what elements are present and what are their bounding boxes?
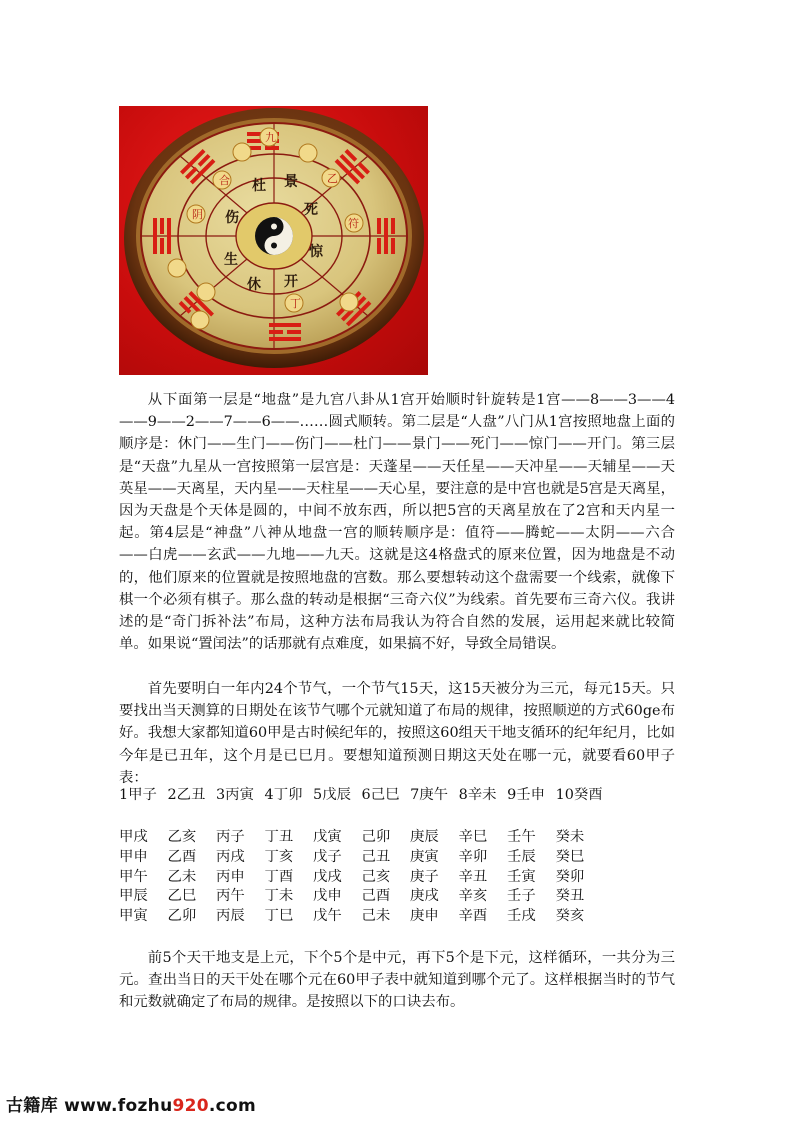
paragraph-text: 首先要明白一年内24个节气，一个节气15天，这15天被分为三元，每元15天。只要找出当天测算的日期处在该节气哪个元就知道了布局的规律，按照顺逆的方式60ge布好。我想大家都知道60甲是古时候纪年的，按照这60组天干地支循环的纪年纪月，比如今年是已丑年，这个月是已巳月。要想知道预测日期这天处在哪一元，就要看60甲子表： <box>119 681 675 786</box>
table-cell: 庚辰 <box>410 829 439 845</box>
table-cell: 乙亥 <box>167 829 197 845</box>
table-cell: 己亥 <box>361 868 391 885</box>
paragraph-board-layers <box>119 389 675 655</box>
svg-text:符: 符 <box>348 217 359 230</box>
table-cell: 庚寅 <box>410 848 439 865</box>
svg-text:开: 开 <box>284 274 298 290</box>
table-cell: 丙午 <box>216 888 245 905</box>
table-cell: 丁巳 <box>264 908 294 925</box>
table-cell: 壬午 <box>507 829 536 845</box>
table-row <box>119 887 604 907</box>
paragraph-text: 前5个天干地支是上元，下个5个是中元，再下5个是下元，这样循环，一共分为三元。查出当日的天干处在哪个元在60甲子表中就知道到哪个元了。这样根据当时的节气和元数就确定了布局的规律。是按照以下的口诀去布。 <box>119 950 675 1011</box>
table-row <box>119 907 604 927</box>
svg-text:惊: 惊 <box>309 244 323 260</box>
table-cell: 乙未 <box>167 868 197 885</box>
table-row <box>119 868 604 888</box>
table-cell: 辛酉 <box>458 908 488 925</box>
table-cell: 庚戌 <box>410 888 439 905</box>
table-cell: 戊寅 <box>313 829 342 845</box>
table-cell: 己未 <box>361 908 391 925</box>
svg-text:杜: 杜 <box>252 178 266 194</box>
table-cell: 丁亥 <box>264 848 294 865</box>
table-cell: 壬子 <box>507 888 536 905</box>
table-cell: 癸卯 <box>555 868 585 885</box>
svg-text:合: 合 <box>219 174 230 187</box>
table-cell: 辛巳 <box>458 829 488 845</box>
paragraph-yuan-cycle <box>119 947 675 1014</box>
table-cell: 戊戌 <box>313 868 342 885</box>
svg-text:伤: 伤 <box>225 210 239 226</box>
table-cell: 辛卯 <box>458 848 488 865</box>
table-cell: 甲午 <box>119 868 148 885</box>
table-cell: 癸亥 <box>555 908 585 925</box>
table-cell: 辛亥 <box>458 888 488 905</box>
watermark-url-number: 920 <box>172 1096 209 1116</box>
table-cell: 庚子 <box>410 868 439 885</box>
table-cell: 戊申 <box>313 888 342 905</box>
table-cell: 乙酉 <box>167 848 197 865</box>
table-cell: 壬辰 <box>507 848 536 865</box>
table-cell: 戊午 <box>313 908 342 925</box>
table-cell: 丁未 <box>264 888 294 905</box>
paragraph-solar-terms <box>119 678 675 789</box>
table-row <box>119 828 604 848</box>
table-cell: 丙申 <box>216 868 245 885</box>
table-cell: 己酉 <box>361 888 391 905</box>
qimen-board-photo <box>119 106 428 375</box>
table-cell: 乙巳 <box>167 888 197 905</box>
table-cell: 丙子 <box>216 829 245 845</box>
table-cell: 丙辰 <box>216 908 245 925</box>
jiazi-table <box>119 828 604 927</box>
table-cell: 乙卯 <box>167 908 197 925</box>
svg-text:阴: 阴 <box>192 208 203 221</box>
svg-text:休: 休 <box>247 277 261 293</box>
table-cell: 丁丑 <box>264 829 294 845</box>
table-cell: 己卯 <box>361 829 391 845</box>
table-cell: 甲寅 <box>119 908 148 925</box>
watermark-url-prefix: www.fozhu <box>64 1096 173 1116</box>
table-cell: 癸未 <box>555 829 585 845</box>
table-cell: 甲戌 <box>119 829 148 845</box>
qimen-board-illustration <box>119 106 428 375</box>
table-cell: 丙戌 <box>216 848 245 865</box>
table-cell: 癸丑 <box>555 888 585 905</box>
site-watermark <box>6 1091 256 1116</box>
watermark-brand: 古籍库 <box>6 1096 58 1116</box>
svg-text:丁: 丁 <box>290 297 301 310</box>
table-cell: 癸巳 <box>555 848 585 865</box>
svg-text:景: 景 <box>284 174 298 190</box>
table-cell: 甲申 <box>119 848 148 865</box>
watermark-url-suffix: .com <box>208 1096 257 1116</box>
svg-text:乙: 乙 <box>327 172 338 185</box>
svg-text:生: 生 <box>224 252 238 268</box>
table-cell: 己丑 <box>361 848 391 865</box>
table-cell: 丁酉 <box>264 868 294 885</box>
jiazi-list-row: 1甲子 2乙丑 3丙寅 4丁卯 5戊辰 6己巳 7庚午 8辛未 9壬申 10癸酉 <box>119 787 603 803</box>
table-cell: 戊子 <box>313 848 342 865</box>
table-cell: 辛丑 <box>458 868 488 885</box>
table-cell: 壬寅 <box>507 868 536 885</box>
table-row <box>119 848 604 868</box>
table-cell: 壬戌 <box>507 908 536 925</box>
svg-text:九: 九 <box>265 131 276 144</box>
svg-text:死: 死 <box>304 202 318 218</box>
table-cell: 庚申 <box>410 908 439 925</box>
paragraph-text: 从下面第一层是“地盘”是九宫八卦从1宫开始顺时针旋转是1宫——8——3——4——9——2——7——6——……圆式顺转。第二层是“人盘”八门从1宫按照地盘上面的顺序是：休门——生门——伤门——杜门——景门——死门——惊门——开门。第三层是“天盘”九星从一宫按照第一层宫是：天蓬星——天任星——天冲星——天辅星——天英星——天离星，天内星——天柱星——天心星，要注意的是中宫也就是5宫是天离星，因为天盘是个天体是圆的，中间不放东西，所以把5宫的天离星放在了2宫和天内星一起。第4层是“神盘”八神从地盘一宫的顺转顺序是：值符——腾蛇——太阴——六合——白虎——玄武——九地——九天。这就是这4格盘式的原来位置，因为地盘是不动的，他们原来的位置就是按照地盘的宫数。那么要想转动这个盘需要一个线索，就像下棋一个必须有棋子。那么盘的转动是根据“三奇六仪”为线索。首先要布三奇六仪。我讲述的是“奇门拆补法”布局，这种方法布局我认为符合自然的发展，运用起来就比较简单。如果说“置闰法”的话那就有点难度，如果搞不好，导致全局错误。 <box>119 392 676 653</box>
table-cell: 甲辰 <box>119 888 148 905</box>
